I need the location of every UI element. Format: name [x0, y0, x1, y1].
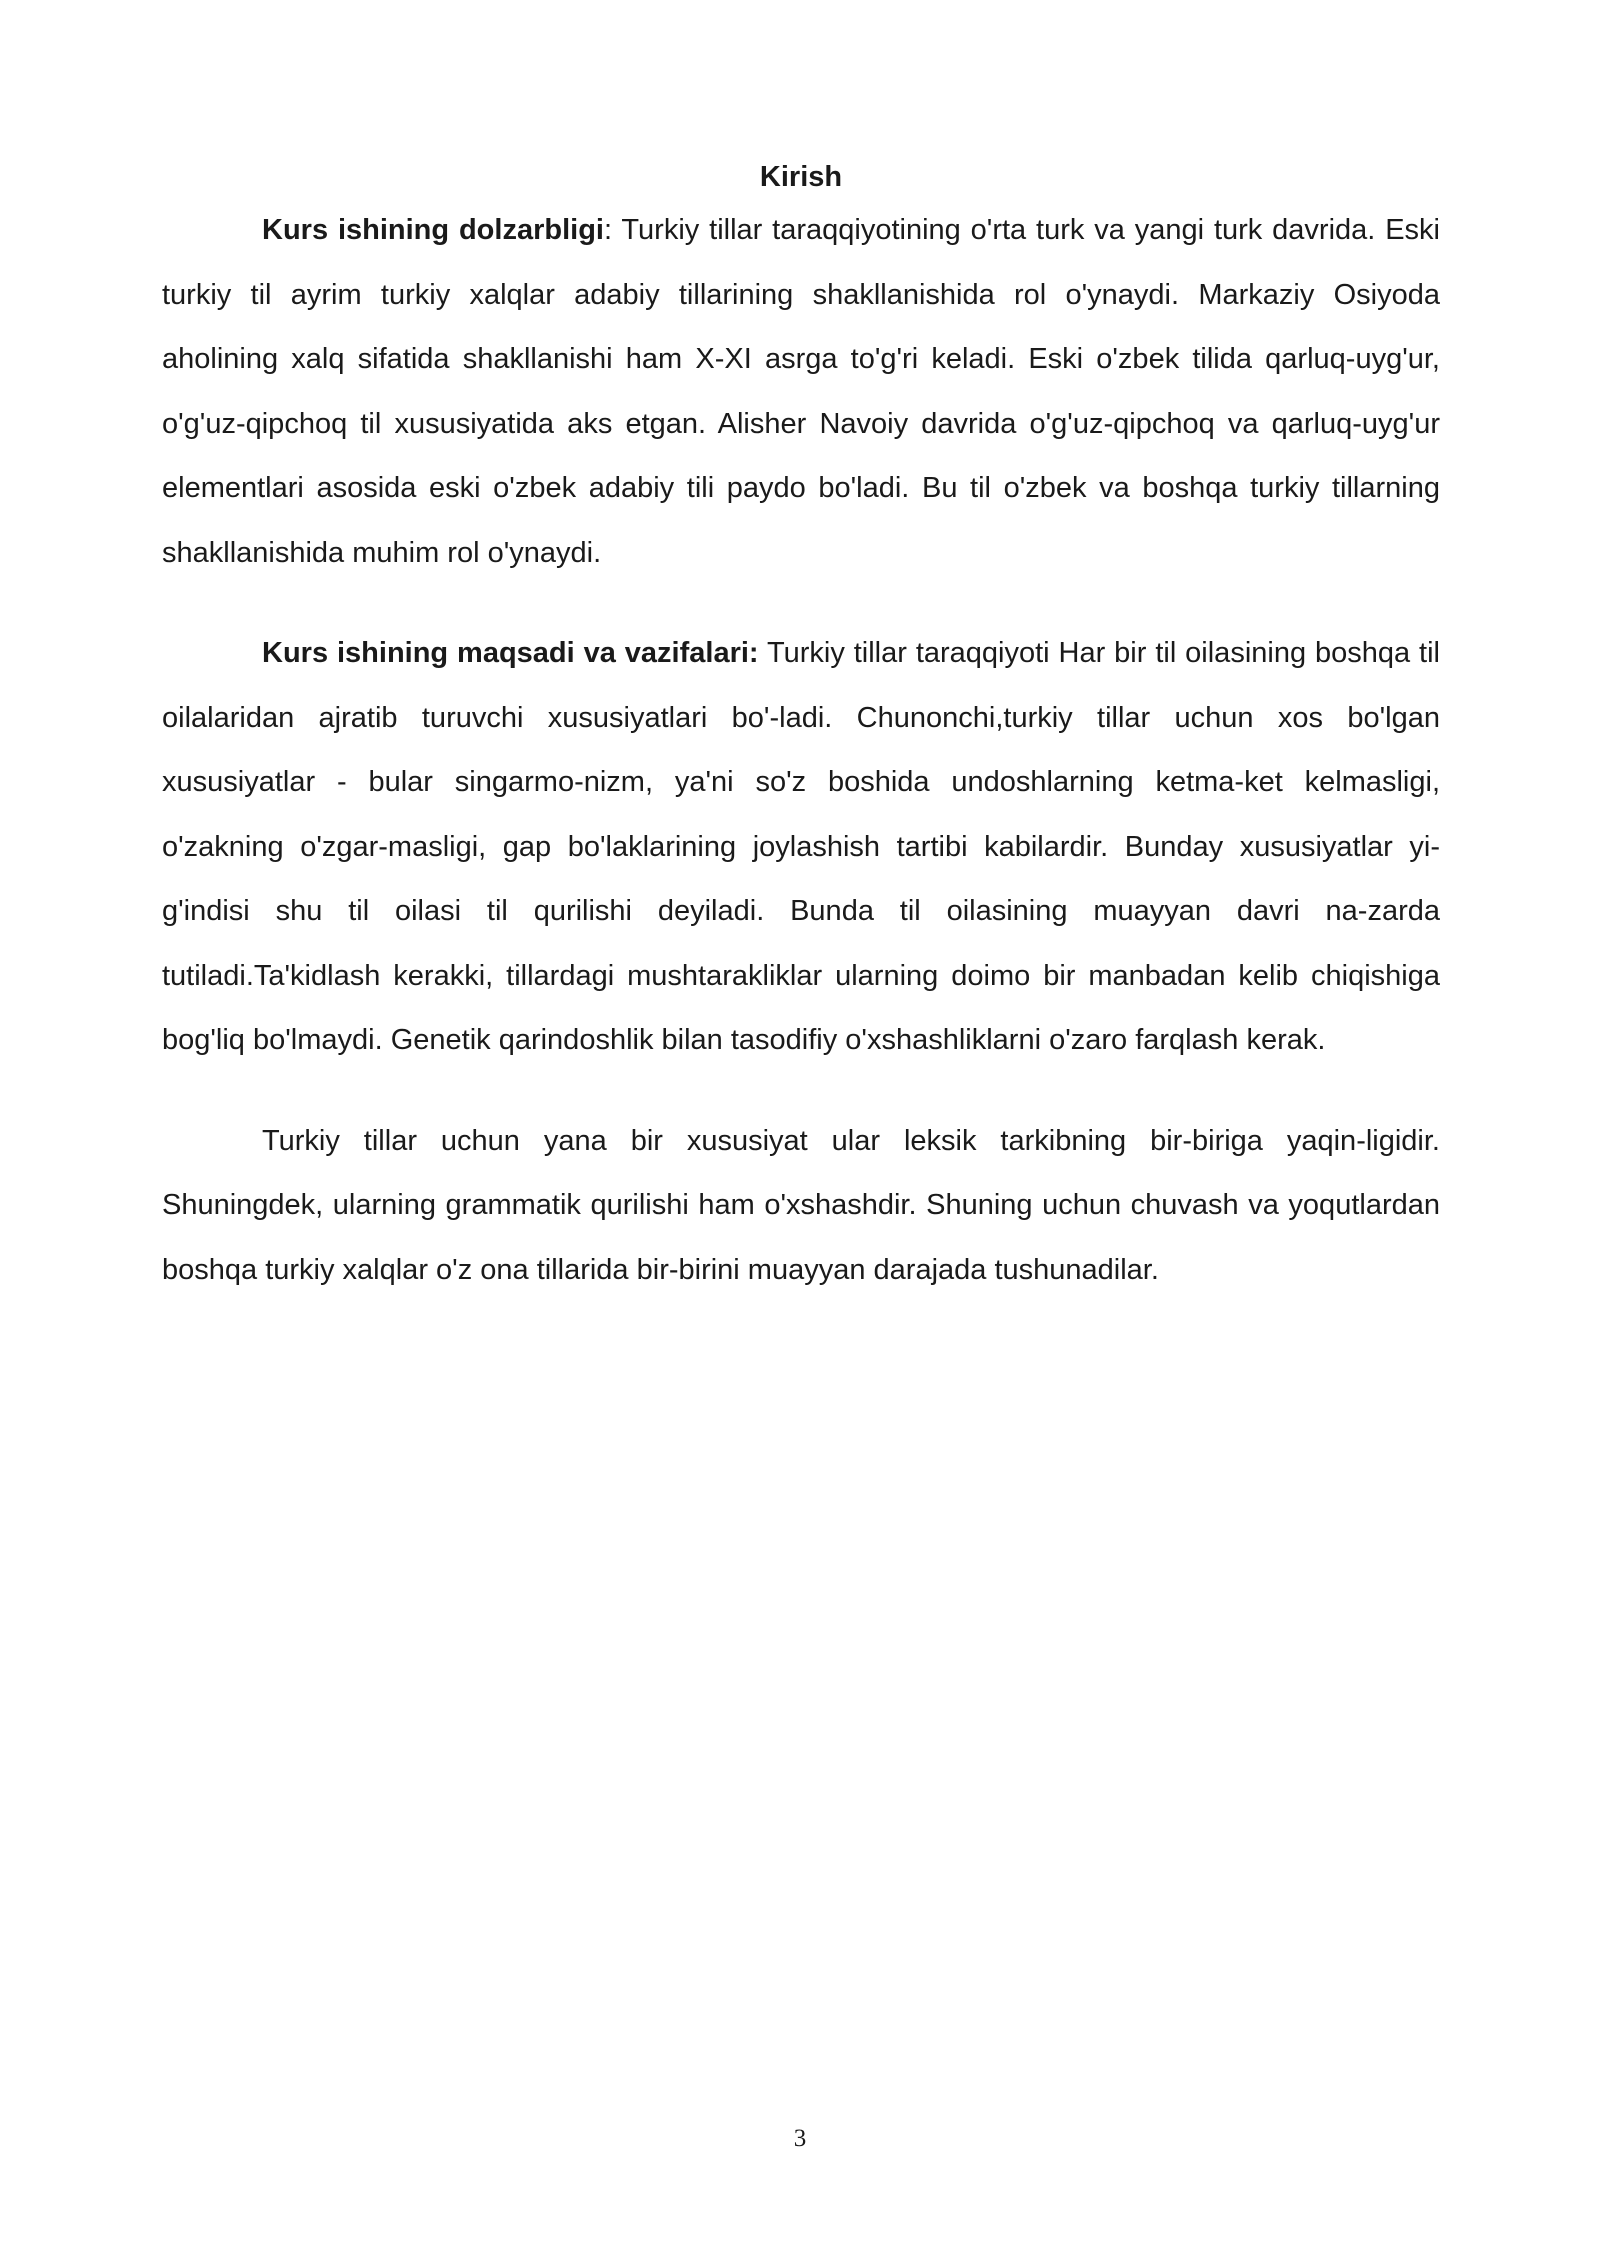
paragraph-relevance-lead: Kurs ishining dolzarbligi — [262, 214, 604, 246]
page-number: 3 — [793, 2125, 807, 2152]
section-heading: Kirish — [759, 161, 843, 193]
paragraph-goals-text: Turkiy tillar taraqqiyoti Har bir til oilasining boshqa til oilalaridan ajratib turuvchi xususiyatlari bo'-ladi. Chunonchi,turkiy tillar uchun xos bo'lgan xususiyatlar - bular singarmo-nizm, ya'ni so'z boshida undoshlarning ketma-ket kelmasligi, o'zakning o'zgar-masligi, gap bo'laklarining joylashish tartibi kabilardir. Bunday xususiyatlar yi-g'indisi shu til oilasi til qurilishi deyiladi. Bunda til oilasining muayyan davri na-zarda tutiladi.Ta'kidlash kerakki, tillardagi mushtarakliklar ularning doimo bir manbadan kelib chiqishiga bog'liq bo'lmaydi. Genetik qarindoshlik bilan tasodifiy o'xshashliklarni o'zaro farqlash kerak. — [162, 637, 1440, 1056]
paragraph-relevance — [162, 198, 1440, 585]
paragraph-relevance-text: Turkiy tillar taraqqiyotining o'rta turk va yangi turk davrida. Eski turkiy til ayrim turkiy xalqlar adabiy tillarining shakllanishida rol o'ynaydi. Markaziy Osiyoda aholining xalq sifatida shakllanishi ham X-XI asrga to'g'ri keladi. Eski o'zbek tilida qarluq-uyg'ur, o'g'uz-qipchoq til xususiyatida aks etgan. Alisher Navoiy davrida o'g'uz-qipchoq va qarluq-uyg'ur elementlari asosida eski o'zbek adabiy tili paydo bo'ladi. Bu til o'zbek va boshqa turkiy tillarning shakllanishida muhim rol o'ynaydi. — [162, 214, 1441, 569]
paragraph-lexical-text: Turkiy tillar uchun yana bir xususiyat ular leksik tarkibning bir-biriga yaqin-ligidir. Shuningdek, ularning grammatik qurilishi ham o'xshashdir. Shuning uchun chuvash va yoqutlardan boshqa turkiy xalqlar o'z ona tillarida bir-birini muayyan darajada tushunadilar. — [162, 1124, 1440, 1286]
paragraph-gap — [162, 1073, 1440, 1109]
document-body — [162, 158, 1440, 1302]
paragraph-lexical — [162, 1109, 1440, 1303]
paragraph-relevance-lead-suffix: : — [603, 214, 613, 246]
paragraph-gap — [162, 585, 1440, 621]
paragraph-goals — [162, 621, 1440, 1073]
paragraph-goals-lead: Kurs ishining maqsadi va vazifalari: — [262, 637, 759, 669]
